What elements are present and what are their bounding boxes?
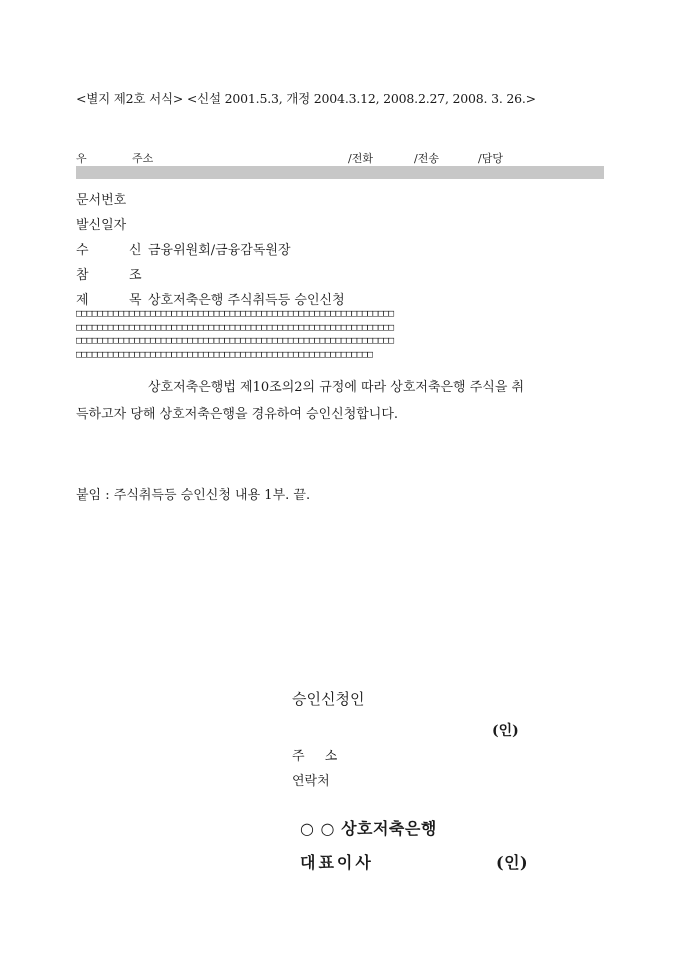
- fax-label: /전송: [414, 152, 439, 165]
- subject-label-a: 제: [76, 293, 89, 308]
- send-date-field: [76, 214, 126, 233]
- reference-label-a: 참: [76, 268, 89, 283]
- placeholder-row: □□□□□□□□□□□□□□□□□□□□□□□□□□□□□□□□□□□□□□□□□□□□□□□□□□□□□□□□□□□□: [76, 308, 394, 319]
- attachment-note: 붙임 : 주식취득등 승인신청 내용 1부. 끝.: [76, 488, 311, 503]
- contact-label: /담당: [478, 152, 503, 165]
- subject-label-b: 목: [129, 293, 142, 308]
- phone-label: /전화: [348, 152, 373, 165]
- placeholder-boxes: [76, 307, 606, 361]
- reference-field: [76, 264, 276, 282]
- postal-label: 우: [76, 152, 87, 165]
- address-label: 주소: [132, 152, 154, 165]
- body-text-line1: 상호저축은행법 제10조의2의 규정에 따라 상호저축은행 주식을 취: [148, 380, 525, 395]
- recipient-label-a: 수: [76, 243, 89, 258]
- seal-mark-applicant: (인): [492, 723, 519, 739]
- doc-number-label: 문서번호: [76, 193, 127, 208]
- placeholder-row: □□□□□□□□□□□□□□□□□□□□□□□□□□□□□□□□□□□□□□□□□□□□□□□□□□□□□□□□□□□□: [76, 335, 394, 347]
- header-divider-bar: [76, 166, 604, 179]
- body-text-line2: 득하고자 당해 상호저축은행을 경유하여 승인신청합니다.: [76, 407, 399, 422]
- ceo-label: 대표이사: [300, 853, 374, 872]
- seal-mark-ceo: (인): [496, 853, 529, 872]
- doc-number-field: [76, 189, 126, 208]
- subject-field: [76, 289, 476, 307]
- bank-name: ○ ○ 상호저축은행: [300, 819, 437, 838]
- address-row: [76, 150, 604, 166]
- subject-value: 상호저축은행 주식취득등 승인신청: [148, 293, 345, 308]
- recipient-value: 금융위원회/금융감독원장: [148, 243, 291, 258]
- placeholder-row: □□□□□□□□□□□□□□□□□□□□□□□□□□□□□□□□□□□□□□□□□□□□□□□□□□□□□□□□□□□□: [76, 321, 394, 333]
- recipient-field: [76, 239, 476, 257]
- reference-label-b: 조: [129, 268, 142, 283]
- form-header: <별지 제2호 서식> <신설 2001.5.3, 개정 2004.3.12, 2008.2.27, 2008. 3. 26.>: [76, 91, 536, 106]
- send-date-label: 발신일자: [76, 218, 127, 233]
- placeholder-row: □□□□□□□□□□□□□□□□□□□□□□□□□□□□□□□□□□□□□□□□□□□□□□□□□□□□□□□□: [76, 348, 373, 360]
- address-field-label: 주 소: [292, 749, 346, 764]
- contact-field-label: 연락처: [292, 774, 330, 789]
- applicant-title: 승인신청인: [292, 690, 365, 708]
- recipient-label-b: 신: [129, 243, 142, 258]
